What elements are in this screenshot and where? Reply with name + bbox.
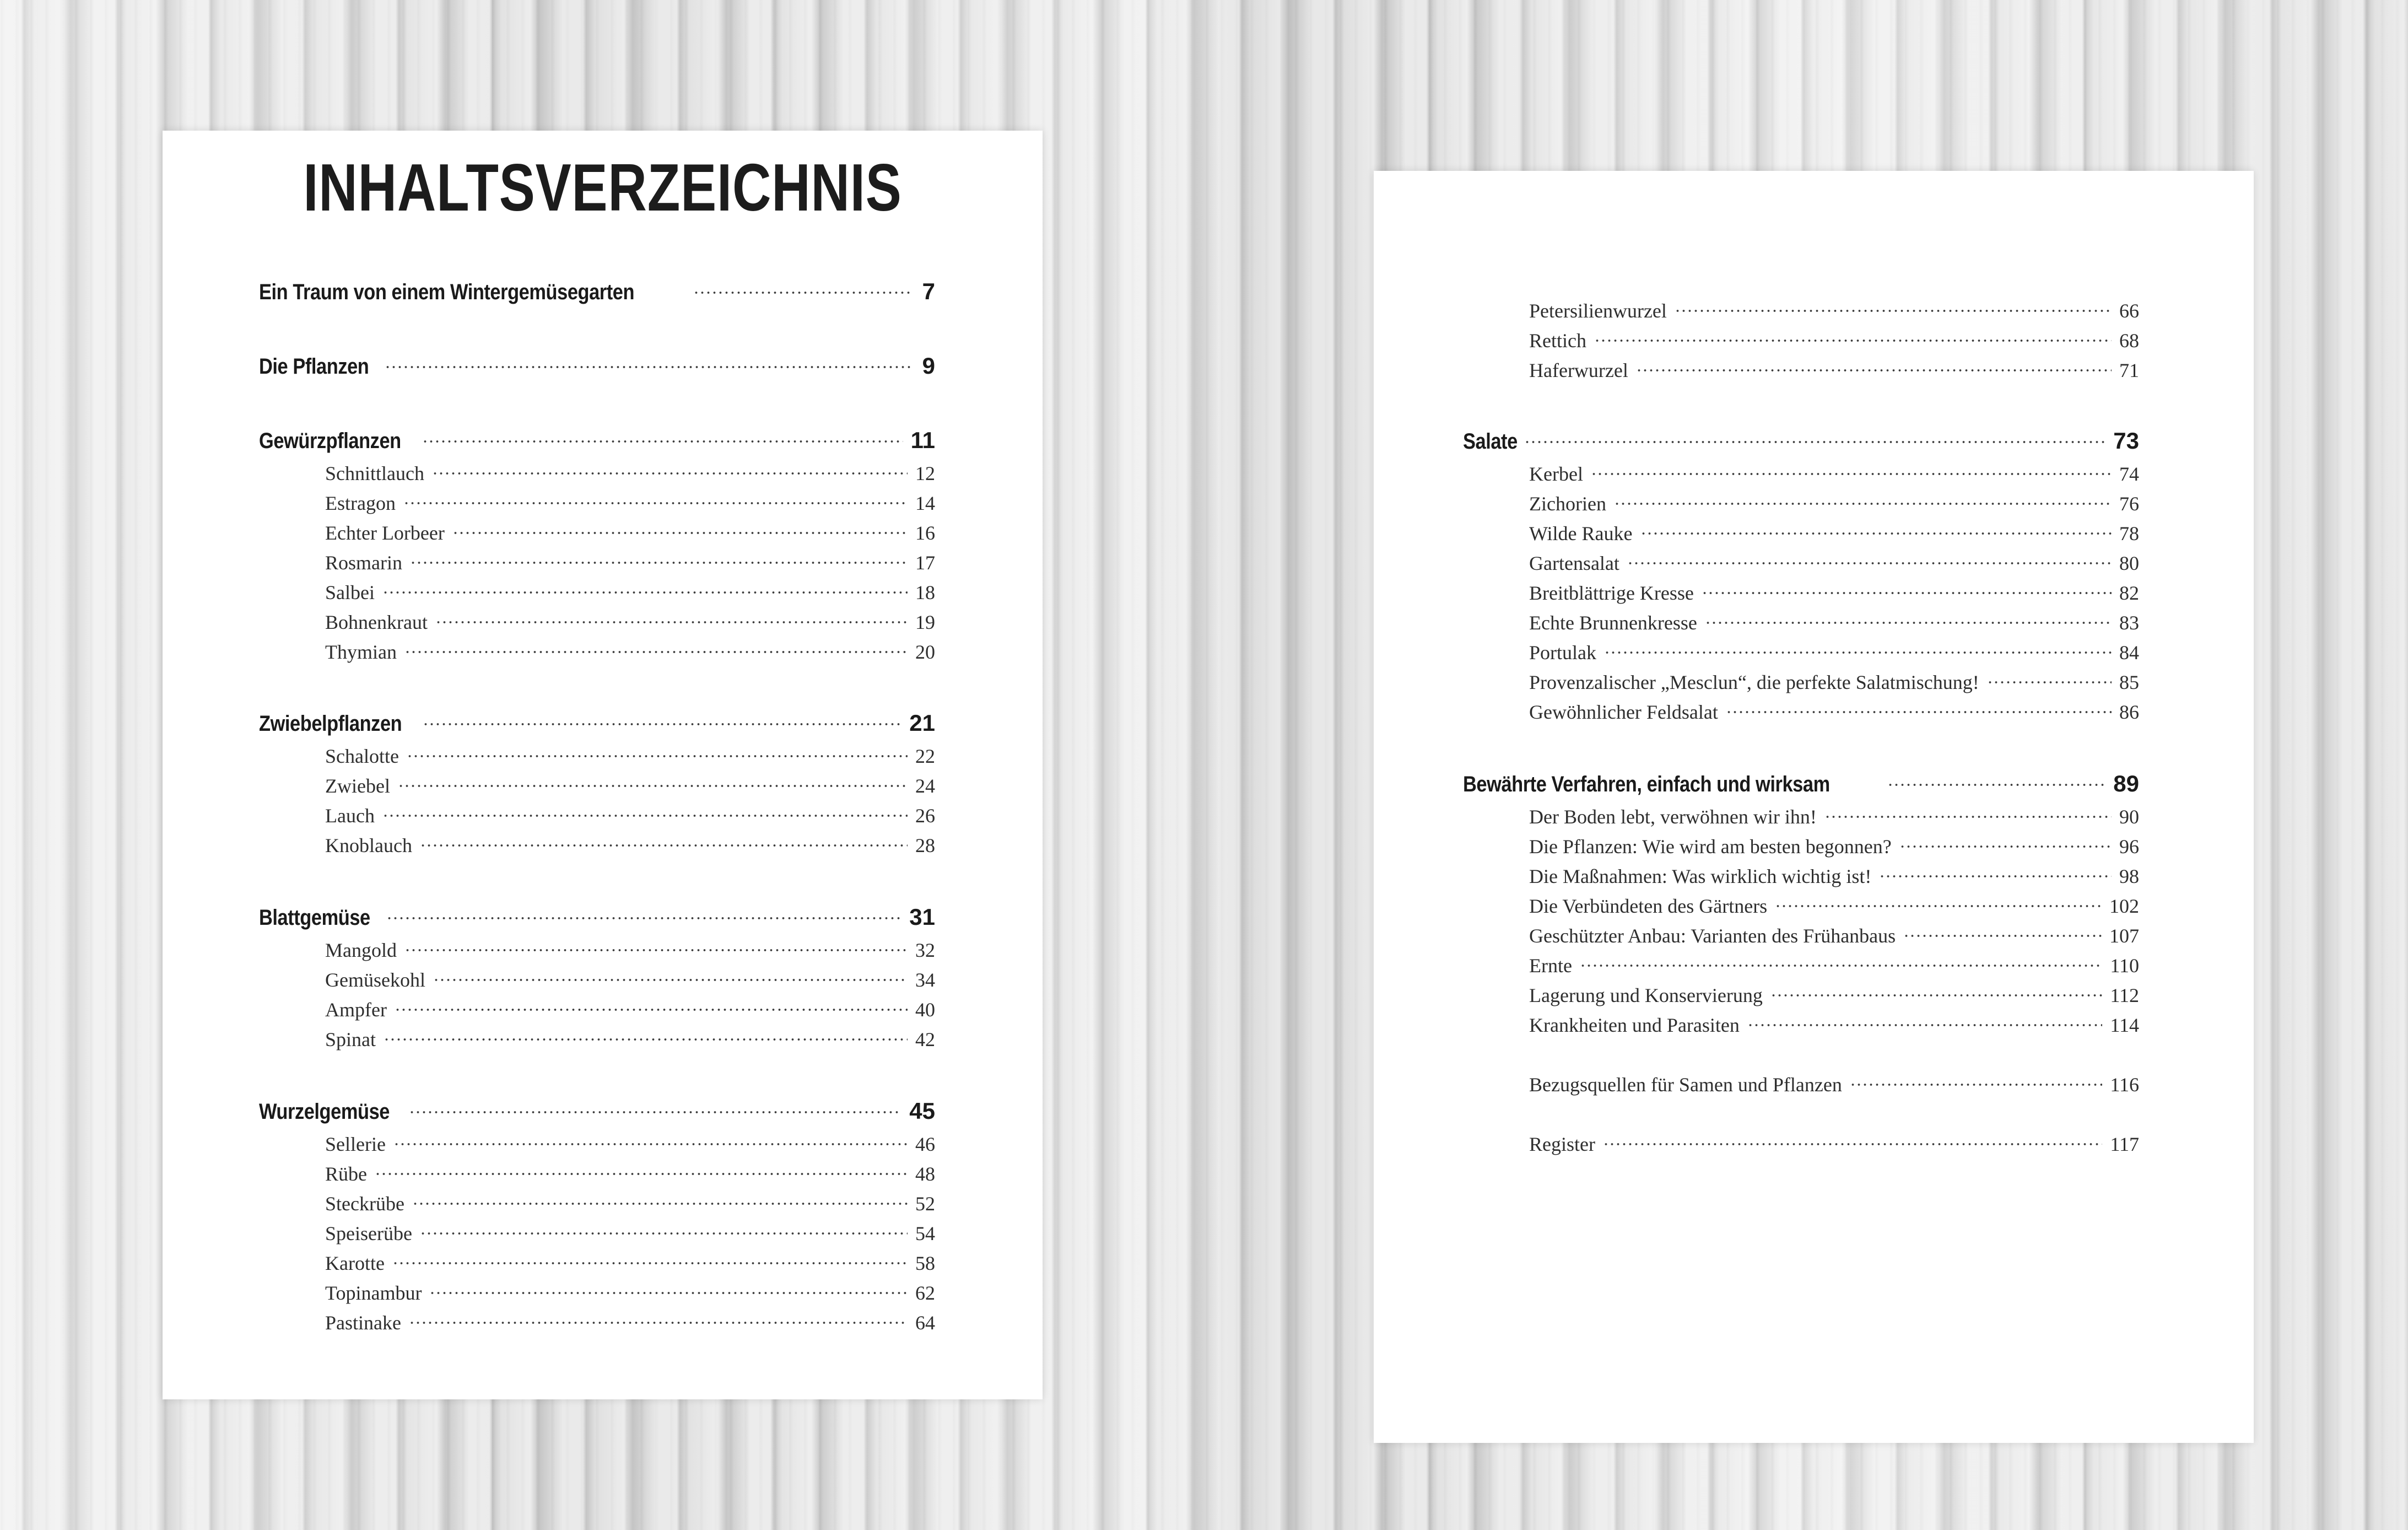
entry-page-number: 86 <box>2119 701 2139 723</box>
dot-leader <box>385 349 911 374</box>
toc-subentry[interactable] <box>325 828 935 856</box>
entry-label: Mangold <box>325 939 397 961</box>
toc-subentry[interactable] <box>325 1275 935 1304</box>
dot-leader <box>403 486 908 510</box>
toc-subentry[interactable] <box>325 992 935 1021</box>
entry-page-number: 9 <box>922 353 935 379</box>
entry-label: Lauch <box>325 805 375 827</box>
entry-page-number: 85 <box>2119 671 2139 693</box>
toc-subentry[interactable] <box>1529 829 2139 858</box>
toc-subentry[interactable] <box>325 1216 935 1245</box>
toc-subentry[interactable] <box>325 456 935 484</box>
toc-section-entry[interactable] <box>259 349 935 379</box>
entry-label: Zwiebelpflanzen <box>259 712 402 736</box>
entry-label: Die Maßnahmen: Was wirklich wichtig ist! <box>1529 865 1872 887</box>
entry-page-number: 40 <box>915 999 935 1021</box>
dot-leader <box>1850 1067 2102 1091</box>
dot-leader <box>420 1216 908 1240</box>
dot-leader <box>422 424 903 448</box>
dot-leader <box>1887 767 2105 791</box>
entry-label: Schalotte <box>325 745 399 767</box>
entry-page-number: 74 <box>2119 463 2139 485</box>
toc-subentry[interactable] <box>1529 799 2139 828</box>
dot-leader <box>375 1156 908 1181</box>
entry-page-number: 26 <box>915 805 935 827</box>
entry-page-number: 34 <box>915 969 935 991</box>
entry-label: Ernte <box>1529 955 1572 977</box>
toc-subentry[interactable] <box>1529 635 2139 664</box>
entry-label: Die Pflanzen <box>259 354 369 379</box>
dot-leader <box>382 798 908 822</box>
dot-leader <box>1675 293 2112 317</box>
entry-label: Bohnenkraut <box>325 611 428 633</box>
toc-subentry[interactable] <box>325 1127 935 1155</box>
entry-label: Die Verbündeten des Gärtners <box>1529 895 1768 917</box>
entry-label: Blattgemüse <box>259 906 370 930</box>
entry-page-number: 28 <box>915 834 935 856</box>
entry-page-number: 96 <box>2119 836 2139 858</box>
toc-subentry[interactable] <box>325 739 935 767</box>
entry-page-number: 17 <box>915 552 935 574</box>
toc-subentry[interactable] <box>325 1022 935 1050</box>
entry-page-number: 71 <box>2119 359 2139 381</box>
toc-subentry[interactable] <box>1529 859 2139 887</box>
entry-page-number: 58 <box>915 1252 935 1274</box>
entry-label: Gemüsekohl <box>325 969 425 991</box>
entry-page-number: 116 <box>2110 1074 2139 1096</box>
toc-subentry[interactable] <box>325 798 935 827</box>
dot-leader <box>1524 424 2105 449</box>
dot-leader <box>1903 918 2102 942</box>
toc-subentry[interactable] <box>325 575 935 604</box>
dot-leader <box>1987 665 2112 689</box>
entry-label: Knoblauch <box>325 834 412 856</box>
entry-page-number: 90 <box>2119 806 2139 828</box>
dot-leader <box>1580 948 2102 972</box>
toc-subentry[interactable] <box>1529 694 2139 723</box>
toc-subentry[interactable] <box>1529 978 2139 1006</box>
dot-leader <box>429 1275 908 1300</box>
entry-label: Spinat <box>325 1028 376 1050</box>
left-page <box>163 131 1043 1399</box>
entry-page-number: 12 <box>915 462 935 484</box>
dot-leader <box>395 992 908 1016</box>
entry-page-number: 24 <box>915 775 935 797</box>
entry-label: Salbei <box>325 581 375 604</box>
entry-page-number: 19 <box>915 611 935 633</box>
toc-subentry[interactable] <box>325 486 935 514</box>
entry-label: Gartensalat <box>1529 552 1619 574</box>
entry-page-number: 62 <box>915 1282 935 1304</box>
entry-label: Ampfer <box>325 999 387 1021</box>
entry-page-number: 98 <box>2119 865 2139 887</box>
entry-label: Steckrübe <box>325 1193 404 1215</box>
dot-leader <box>1640 516 2112 540</box>
entry-label: Krankheiten und Parasiten <box>1529 1014 1740 1036</box>
entry-label: Der Boden lebt, verwöhnen wir ihn! <box>1529 806 1817 828</box>
dot-leader <box>1614 486 2112 510</box>
entry-page-number: 7 <box>922 278 935 304</box>
entry-label: Sellerie <box>325 1133 386 1155</box>
dot-leader <box>1604 635 2112 659</box>
entry-page-number: 22 <box>915 745 935 767</box>
dot-leader <box>412 1186 908 1210</box>
entry-label: Wilde Rauke <box>1529 522 1633 545</box>
entry-label: Portulak <box>1529 642 1596 664</box>
toc-section-entry[interactable] <box>259 424 935 453</box>
toc-subentry[interactable] <box>1529 1127 2139 1155</box>
dot-leader <box>1775 888 2102 913</box>
toc-subentry[interactable] <box>1529 456 2139 485</box>
entry-page-number: 114 <box>2110 1014 2139 1036</box>
toc-subentry[interactable] <box>325 933 935 961</box>
dot-leader <box>1594 323 2112 347</box>
toc-subentry[interactable] <box>1529 605 2139 634</box>
entry-page-number: 18 <box>915 581 935 604</box>
toc-subentry[interactable] <box>1529 546 2139 574</box>
entry-label: Speiserübe <box>325 1222 412 1245</box>
dot-leader <box>1899 829 2112 853</box>
right-page <box>1374 171 2254 1443</box>
dot-leader <box>420 828 908 852</box>
toc-section-entry[interactable] <box>259 1095 935 1124</box>
dot-leader <box>1636 353 2112 377</box>
entry-page-number: 48 <box>915 1163 935 1185</box>
dot-leader <box>1591 456 2112 481</box>
entry-label: Rettich <box>1529 330 1586 352</box>
entry-label: Zwiebel <box>325 775 390 797</box>
entry-page-number: 102 <box>2109 895 2139 917</box>
dot-leader <box>398 768 908 793</box>
dot-leader <box>409 1305 908 1329</box>
entry-label: Schnittlauch <box>325 462 424 484</box>
entry-label: Bezugsquellen für Samen und Pflanzen <box>1529 1074 1842 1096</box>
entry-page-number: 32 <box>915 939 935 961</box>
entry-page-number: 73 <box>2113 428 2139 454</box>
toc-section-entry[interactable] <box>259 275 935 304</box>
dot-leader <box>410 545 908 569</box>
toc-subentry[interactable] <box>1529 918 2139 947</box>
entry-page-number: 46 <box>915 1133 935 1155</box>
entry-label: Provenzalischer „Mesclun“, die perfekte Salatmischung! <box>1529 671 1979 693</box>
dot-leader <box>1705 605 2112 629</box>
dot-leader <box>1879 859 2112 883</box>
dot-leader <box>1770 978 2102 1002</box>
entry-label: Lagerung und Konservierung <box>1529 984 1763 1006</box>
dot-leader <box>407 739 908 763</box>
dot-leader <box>1726 694 2112 719</box>
entry-page-number: 78 <box>2119 522 2139 545</box>
entry-label: Bewährte Verfahren, einfach und wirksam <box>1463 772 1830 796</box>
toc-subentry[interactable] <box>1529 888 2139 917</box>
dot-leader <box>392 1246 908 1270</box>
dot-leader <box>435 605 908 629</box>
entry-label: Gewürzpflanzen <box>259 429 401 453</box>
entry-label: Topinambur <box>325 1282 422 1304</box>
entry-label: Echter Lorbeer <box>325 522 445 544</box>
entry-label: Zichorien <box>1529 493 1606 515</box>
dot-leader <box>1603 1127 2102 1151</box>
dot-leader <box>384 1022 908 1046</box>
toc-subentry[interactable] <box>325 605 935 633</box>
dot-leader <box>1824 799 2112 823</box>
entry-label: Pastinake <box>325 1312 401 1334</box>
entry-page-number: 83 <box>2119 612 2139 634</box>
entry-page-number: 82 <box>2119 582 2139 604</box>
toc-subentry[interactable] <box>325 515 935 544</box>
entry-label: Wurzelgemüse <box>259 1100 390 1124</box>
entry-page-number: 107 <box>2109 925 2139 947</box>
dot-leader <box>382 575 908 599</box>
dot-leader <box>452 515 908 540</box>
entry-page-number: 16 <box>915 522 935 544</box>
toc-subentry[interactable] <box>1529 575 2139 604</box>
dot-leader <box>423 707 901 731</box>
toc-subentry[interactable] <box>1529 516 2139 545</box>
entry-page-number: 66 <box>2119 300 2139 322</box>
entry-label: Geschützter Anbau: Varianten des Frühanbaus <box>1529 925 1896 947</box>
dot-leader <box>409 1095 902 1119</box>
dot-leader <box>1747 1008 2102 1032</box>
entry-page-number: 80 <box>2119 552 2139 574</box>
entry-label: Petersilienwurzel <box>1529 300 1667 322</box>
entry-label: Karotte <box>325 1252 385 1274</box>
entry-page-number: 112 <box>2110 984 2139 1006</box>
entry-page-number: 89 <box>2113 771 2139 796</box>
entry-page-number: 64 <box>915 1312 935 1334</box>
entry-label: Gewöhnlicher Feldsalat <box>1529 701 1718 723</box>
entry-label: Rosmarin <box>325 552 402 574</box>
toc-subentry[interactable] <box>325 1246 935 1274</box>
entry-page-number: 14 <box>915 492 935 514</box>
toc-subentry[interactable] <box>325 962 935 991</box>
toc-subentry[interactable] <box>1529 1067 2139 1096</box>
dot-leader <box>1627 546 2112 570</box>
entry-label: Estragon <box>325 492 396 514</box>
toc-subentry[interactable] <box>325 768 935 797</box>
dot-leader <box>433 962 908 987</box>
toc-subentry[interactable] <box>1529 1008 2139 1036</box>
dot-leader <box>404 933 908 957</box>
entry-label: Rübe <box>325 1163 367 1185</box>
toc-subentry[interactable] <box>1529 353 2139 381</box>
toc-section-entry[interactable] <box>259 707 935 736</box>
entry-page-number: 84 <box>2119 642 2139 664</box>
toc-subentry[interactable] <box>325 1156 935 1185</box>
entry-page-number: 20 <box>915 641 935 663</box>
toc-subentry[interactable] <box>325 1186 935 1215</box>
toc-subentry[interactable] <box>1529 293 2139 322</box>
entry-page-number: 21 <box>909 710 935 736</box>
toc-subentry[interactable] <box>1529 948 2139 977</box>
toc-subentry[interactable] <box>1529 486 2139 515</box>
toc-subentry[interactable] <box>325 1305 935 1334</box>
toc-section-entry[interactable] <box>1463 767 2139 796</box>
toc-subentry[interactable] <box>325 545 935 574</box>
dot-leader <box>693 275 911 299</box>
toc-subentry[interactable] <box>1529 323 2139 352</box>
dot-leader <box>404 634 908 659</box>
entry-label: Salate <box>1463 429 1518 454</box>
entry-page-number: 76 <box>2119 493 2139 515</box>
toc-subentry[interactable] <box>325 634 935 663</box>
entry-label: Register <box>1529 1133 1595 1155</box>
entry-page-number: 52 <box>915 1193 935 1215</box>
entry-label: Kerbel <box>1529 463 1583 485</box>
toc-section-entry[interactable] <box>1463 424 2139 454</box>
entry-page-number: 117 <box>2110 1133 2139 1155</box>
dot-leader <box>393 1127 908 1151</box>
entry-page-number: 31 <box>909 904 935 930</box>
entry-label: Die Pflanzen: Wie wird am besten begonnen? <box>1529 836 1892 858</box>
toc-title: INHALTSVERZEICHNIS <box>303 150 902 225</box>
entry-label: Thymian <box>325 641 397 663</box>
toc-section-entry[interactable] <box>259 901 935 930</box>
entry-page-number: 45 <box>909 1098 935 1124</box>
entry-page-number: 68 <box>2119 330 2139 352</box>
entry-page-number: 42 <box>915 1028 935 1050</box>
dot-leader <box>386 901 902 925</box>
entry-label: Ein Traum von einem Wintergemüsegarten <box>259 280 635 304</box>
dot-leader <box>432 456 908 480</box>
dot-leader <box>1702 575 2112 600</box>
entry-label: Echte Brunnenkresse <box>1529 612 1697 634</box>
entry-label: Haferwurzel <box>1529 359 1628 381</box>
entry-page-number: 11 <box>910 427 935 453</box>
entry-page-number: 110 <box>2110 955 2139 977</box>
toc-subentry[interactable] <box>1529 665 2139 693</box>
entry-page-number: 54 <box>915 1222 935 1245</box>
entry-label: Breitblättrige Kresse <box>1529 582 1694 604</box>
